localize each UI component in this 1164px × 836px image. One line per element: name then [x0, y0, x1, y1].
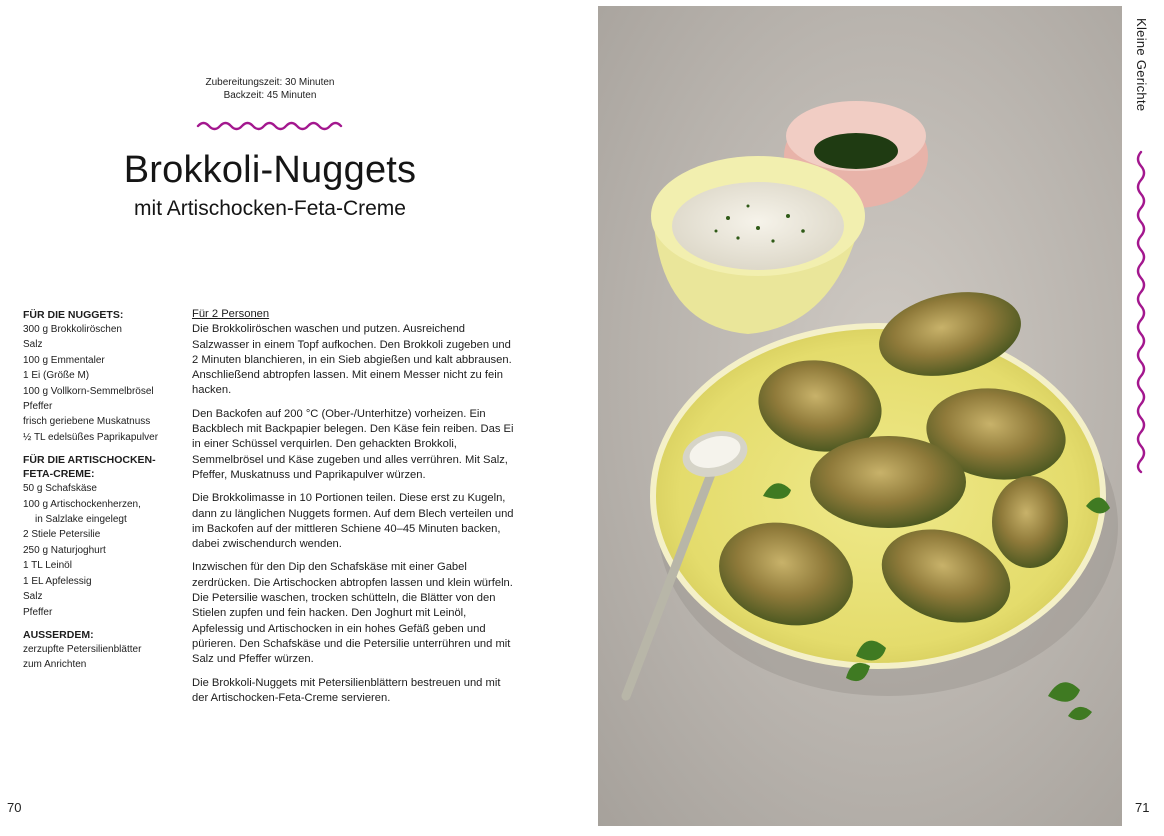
page-number-left: 70: [7, 800, 22, 815]
food-photo: [598, 6, 1122, 826]
recipe-title: Brokkoli-Nuggets: [123, 149, 417, 191]
ingredient-item: 300 g Brokkoliröschen: [23, 324, 122, 335]
method-step: Die Brokkolimasse in 10 Portionen teilen. Diese erst zu Kugeln, dann zu länglichen Nuggets formen. Auf dem Blech verteilen und im Backofen auf der mittleren Schiene 40–45 Minuten backen, dabei zwischendurch wenden.: [192, 492, 514, 551]
method-step: Inzwischen für den Dip den Schafskäse mit einer Gabel zerdrücken. Die Artischocken abtropfen lassen und klein würfeln. Die Petersilie waschen, trocken schütteln, die Blätter von den Stielen zupfen und fein hacken. Den Joghurt mit Leinöl, Apfelessig und Artischocken in ein hohes Gefäß geben und pürieren. Den Schafskäse und die Petersilie unterrühren und mit Salz und Pfeffer würzen.: [192, 561, 513, 666]
prep-time: Zubereitungszeit: 30 Minuten: [205, 77, 335, 88]
section-label-text: Kleine Gerichte: [1134, 18, 1149, 112]
ingredient-item: Salz: [23, 339, 43, 351]
side-wave-ornament: [1133, 150, 1149, 474]
ingredient-item: ½ TL edelsüßes Paprikapulver: [23, 431, 159, 443]
method-step: Die Brokkoli-Nuggets mit Petersilienblättern bestreuen und mit der Artischocken-Feta-Creme servieren.: [192, 676, 501, 704]
ingredient-item: 1 EL Apfelessig: [23, 575, 92, 587]
ingredient-list: [23, 308, 173, 673]
method-step: Die Brokkoliröschen waschen und putzen. Ausreichend Salzwasser in einem Topf aufkochen. Den Brokkoli zugeben und 2 Minuten blanchieren, in ein Sieb abgießen und kalt abbrausen. Anschließend abtropfen lassen. Mit einem Messer nicht zu fein hacken.: [192, 323, 512, 397]
ingredient-item: Salz: [23, 591, 43, 603]
creme-heading: [23, 453, 173, 481]
recipe-subtitle: mit Artischocken-Feta-Creme: [134, 197, 406, 220]
ingredient-item: 2 Stiele Petersilie: [23, 529, 101, 541]
ingredient-item: 250 g Naturjoghurt: [23, 544, 106, 556]
ingredient-item: Pfeffer: [23, 606, 53, 618]
ingredient-item: in Salzlake eingelegt: [35, 514, 127, 526]
ingredient-item: 1 Ei (Größe M): [23, 370, 90, 382]
left-page: [0, 0, 580, 836]
nuggets-heading: FÜR DIE NUGGETS:: [23, 309, 124, 321]
section-label: [1131, 18, 1151, 138]
ingredient-item: 1 TL Leinöl: [23, 560, 72, 572]
creme-heading-line-1: FÜR DIE ARTISCHOCKEN-: [23, 454, 156, 467]
servings: Für 2 Personen: [192, 308, 270, 320]
ingredient-item: 50 g Schafskäse: [23, 483, 97, 495]
creme-heading-line-2: FETA-CREME:: [23, 468, 95, 481]
ingredient-item: 100 g Artischockenherzen,: [23, 498, 141, 510]
ingredient-item: Pfeffer: [23, 401, 53, 413]
method-step: Den Backofen auf 200 °C (Ober-/Unterhitze) vorheizen. Ein Backblech mit Backpapier belegen. Den Käse fein reiben. Das Ei in einer Schüssel verquirlen. Den gehackten Brokkoli, Semmelbrösel und Käse zugeben und alles verrühren. Mit Salz, Pfeffer, Muskatnuss und Paprikapulver würzen.: [192, 407, 514, 481]
ingredient-item: frisch geriebene Muskatnuss: [23, 416, 151, 428]
ingredient-item: zerzupfte Petersilienblätter: [23, 643, 142, 655]
page-number-right: 71: [1135, 800, 1150, 815]
title-wave-ornament: [196, 119, 346, 133]
ingredient-item: 100 g Emmentaler: [23, 354, 105, 366]
food-photo-illustration: [598, 6, 1122, 826]
recipe-times: [150, 76, 390, 102]
ingredient-item: zum Anrichten: [23, 659, 87, 671]
method-text: [192, 307, 517, 714]
bake-time: Backzeit: 45 Minuten: [223, 90, 317, 101]
ingredient-item: 100 g Vollkorn-Semmelbrösel: [23, 385, 154, 397]
extra-heading: AUSSERDEM:: [23, 628, 94, 641]
